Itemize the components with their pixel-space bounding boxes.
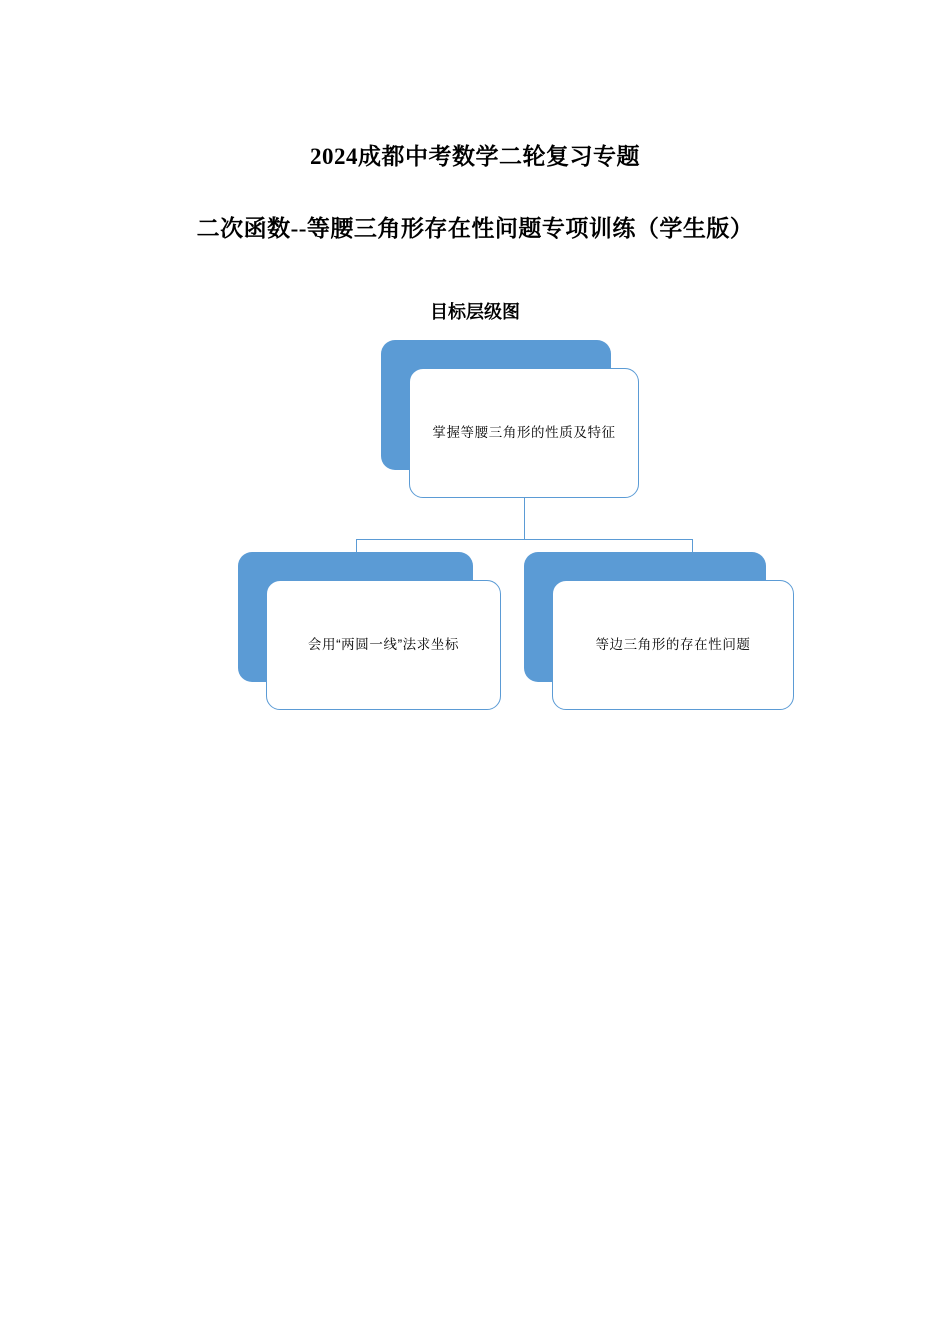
objective-hierarchy-diagram <box>0 330 950 750</box>
node-card <box>552 580 794 710</box>
diagram-node-right <box>524 552 766 682</box>
node-label: 会用“两圆一线”法求坐标 <box>307 637 460 652</box>
node-label: 等边三角形的存在性问题 <box>595 637 751 652</box>
diagram-heading: 目标层级图 <box>430 302 520 322</box>
diagram-node-left <box>238 552 473 682</box>
document-title-line-1: 2024成都中考数学二轮复习专题 <box>310 144 640 169</box>
connector-top-vertical <box>524 498 525 540</box>
connector-horizontal <box>356 539 693 540</box>
node-card <box>409 368 639 498</box>
document-title-block <box>0 140 950 246</box>
document-title-line-2: 二次函数--等腰三角形存在性问题专项训练（学生版） <box>196 216 754 241</box>
node-card <box>266 580 501 710</box>
node-label: 掌握等腰三角形的性质及特征 <box>432 425 616 440</box>
diagram-node-top <box>381 340 616 470</box>
